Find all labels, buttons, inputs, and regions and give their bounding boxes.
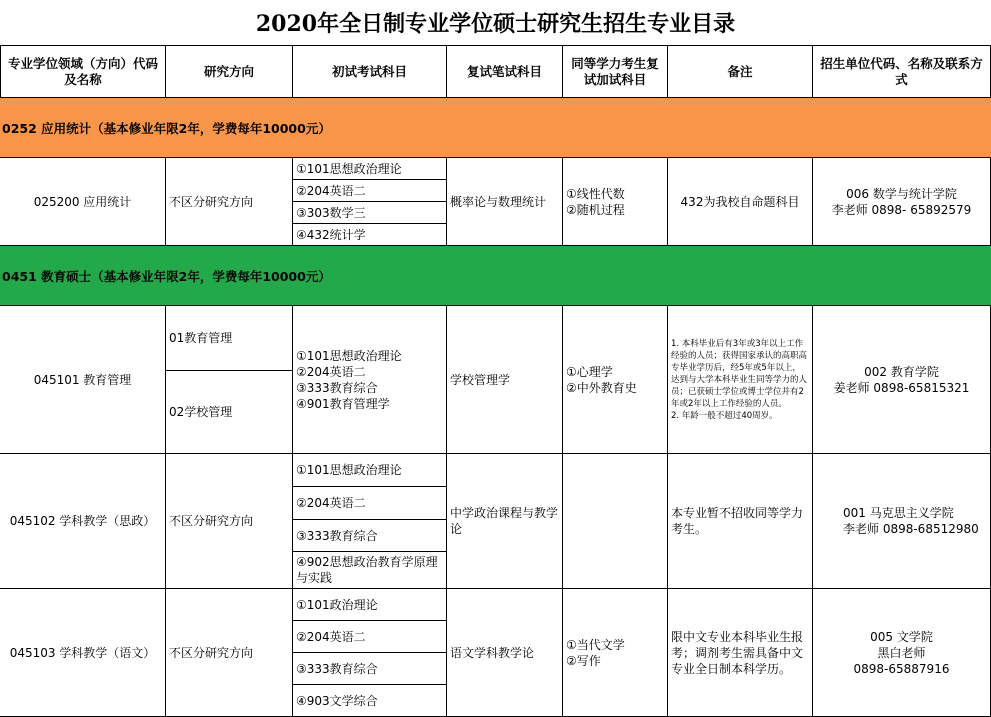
exam-item: ③333教育综合: [293, 653, 447, 685]
row-note: 本专业暂不招收同等学力考生。: [668, 454, 813, 589]
row-retest: 语文学科教学论: [447, 589, 563, 717]
row-extra: [563, 454, 668, 589]
exam-item: ①101政治理论: [293, 589, 447, 621]
row-unit: [813, 589, 991, 717]
exam-item: ④901教育管理学: [296, 396, 390, 411]
exam-item: ④902思想政治教育学原理与实践: [293, 552, 447, 589]
row-unit: [813, 158, 991, 246]
unit-contact: 姜老师 0898-65815321: [833, 380, 970, 395]
row-retest: 中学政治课程与教学论: [447, 454, 563, 589]
unit-name: 006 数学与统计学院: [846, 186, 957, 201]
unit-name: 002 教育学院: [864, 364, 939, 379]
row-note: 432为我校自命题科目: [668, 158, 813, 246]
unit-name: 001 马克思主义学院: [843, 506, 954, 520]
exam-item: ④903文学综合: [293, 685, 447, 717]
row-unit: [813, 454, 991, 589]
row-direction: 不区分研究方向: [166, 589, 293, 717]
header-code: 专业学位领域（方向）代码及名称: [0, 45, 166, 98]
row-direction: 01教育管理: [166, 306, 293, 371]
header-direction: 研究方向: [166, 45, 293, 98]
exam-item: ③333教育综合: [293, 520, 447, 552]
row-retest: 概率论与数理统计: [447, 158, 563, 246]
row-extra: [563, 306, 668, 454]
section-band-0451: 0451 教育硕士（基本修业年限2年，学费每年10000元）: [0, 246, 991, 306]
note-item: 2. 年龄一般不超过40周岁。: [671, 410, 778, 421]
page-title: 2020年全日制专业学位硕士研究生招生专业目录: [255, 11, 736, 37]
exam-item: ④432统计学: [293, 224, 447, 246]
extra-item: ①心理学: [566, 364, 613, 379]
section-band-0252: 0252 应用统计（基本修业年限2年，学费每年10000元）: [0, 98, 991, 158]
note-item: 1. 本科毕业后有3年或3年以上工作经验的人员；获得国家承认的高职高专毕业学历后，经5年或5年以上，达到与大学本科毕业生同等学力的人员；已获硕士学位或博士学位并有2年或2年以上工作经验的人员。: [671, 338, 808, 409]
row-direction: 不区分研究方向: [166, 158, 293, 246]
exam-item: ①101思想政治理论: [293, 158, 447, 180]
row-note: [668, 306, 813, 454]
row-code: 025200 应用统计: [0, 158, 166, 246]
header-extra: 同等学力考生复试加试科目: [563, 45, 668, 98]
exam-item: ②204英语二: [293, 621, 447, 653]
header-unit: 招生单位代码、名称及联系方式: [813, 45, 991, 98]
extra-item: ②随机过程: [566, 202, 625, 217]
unit-contact: 李老师 0898- 65892579: [831, 202, 972, 217]
row-retest: 学校管理学: [447, 306, 563, 454]
exam-item: ②204英语二: [293, 180, 447, 202]
row-note: 限中文专业本科毕业生报考；调剂考生需具备中文专业全日制本科学历。: [668, 589, 813, 717]
header-exams: 初试考试科目: [293, 45, 447, 98]
exam-item: ③333教育综合: [296, 380, 378, 395]
unit-name: 005 文学院: [870, 629, 933, 644]
row-extra: [563, 589, 668, 717]
exam-item: ②204英语二: [296, 364, 366, 379]
row-extra: [563, 158, 668, 246]
row-code: 045102 学科教学（思政）: [0, 454, 166, 589]
row-direction: 不区分研究方向: [166, 454, 293, 589]
unit-phone: 0898-65887916: [853, 661, 950, 676]
extra-item: ①线性代数: [566, 186, 625, 201]
unit-contact: 李老师 0898-68512980: [843, 522, 979, 536]
row-direction: 02学校管理: [166, 371, 293, 454]
row-code: 045101 教育管理: [0, 306, 166, 454]
header-note: 备注: [668, 45, 813, 98]
extra-item: ②中外教育史: [566, 380, 637, 395]
row-exams: [293, 306, 447, 454]
extra-item: ①当代文学: [566, 637, 625, 652]
exam-item: ①101思想政治理论: [296, 348, 402, 363]
extra-item: ②写作: [566, 653, 601, 668]
unit-contact: 黑白老师: [877, 645, 926, 660]
row-unit: [813, 306, 991, 454]
header-retest: 复试笔试科目: [447, 45, 563, 98]
exam-item: ②204英语二: [293, 487, 447, 520]
row-code: 045103 学科教学（语文）: [0, 589, 166, 717]
exam-item: ①101思想政治理论: [293, 454, 447, 487]
exam-item: ③303数学三: [293, 202, 447, 224]
